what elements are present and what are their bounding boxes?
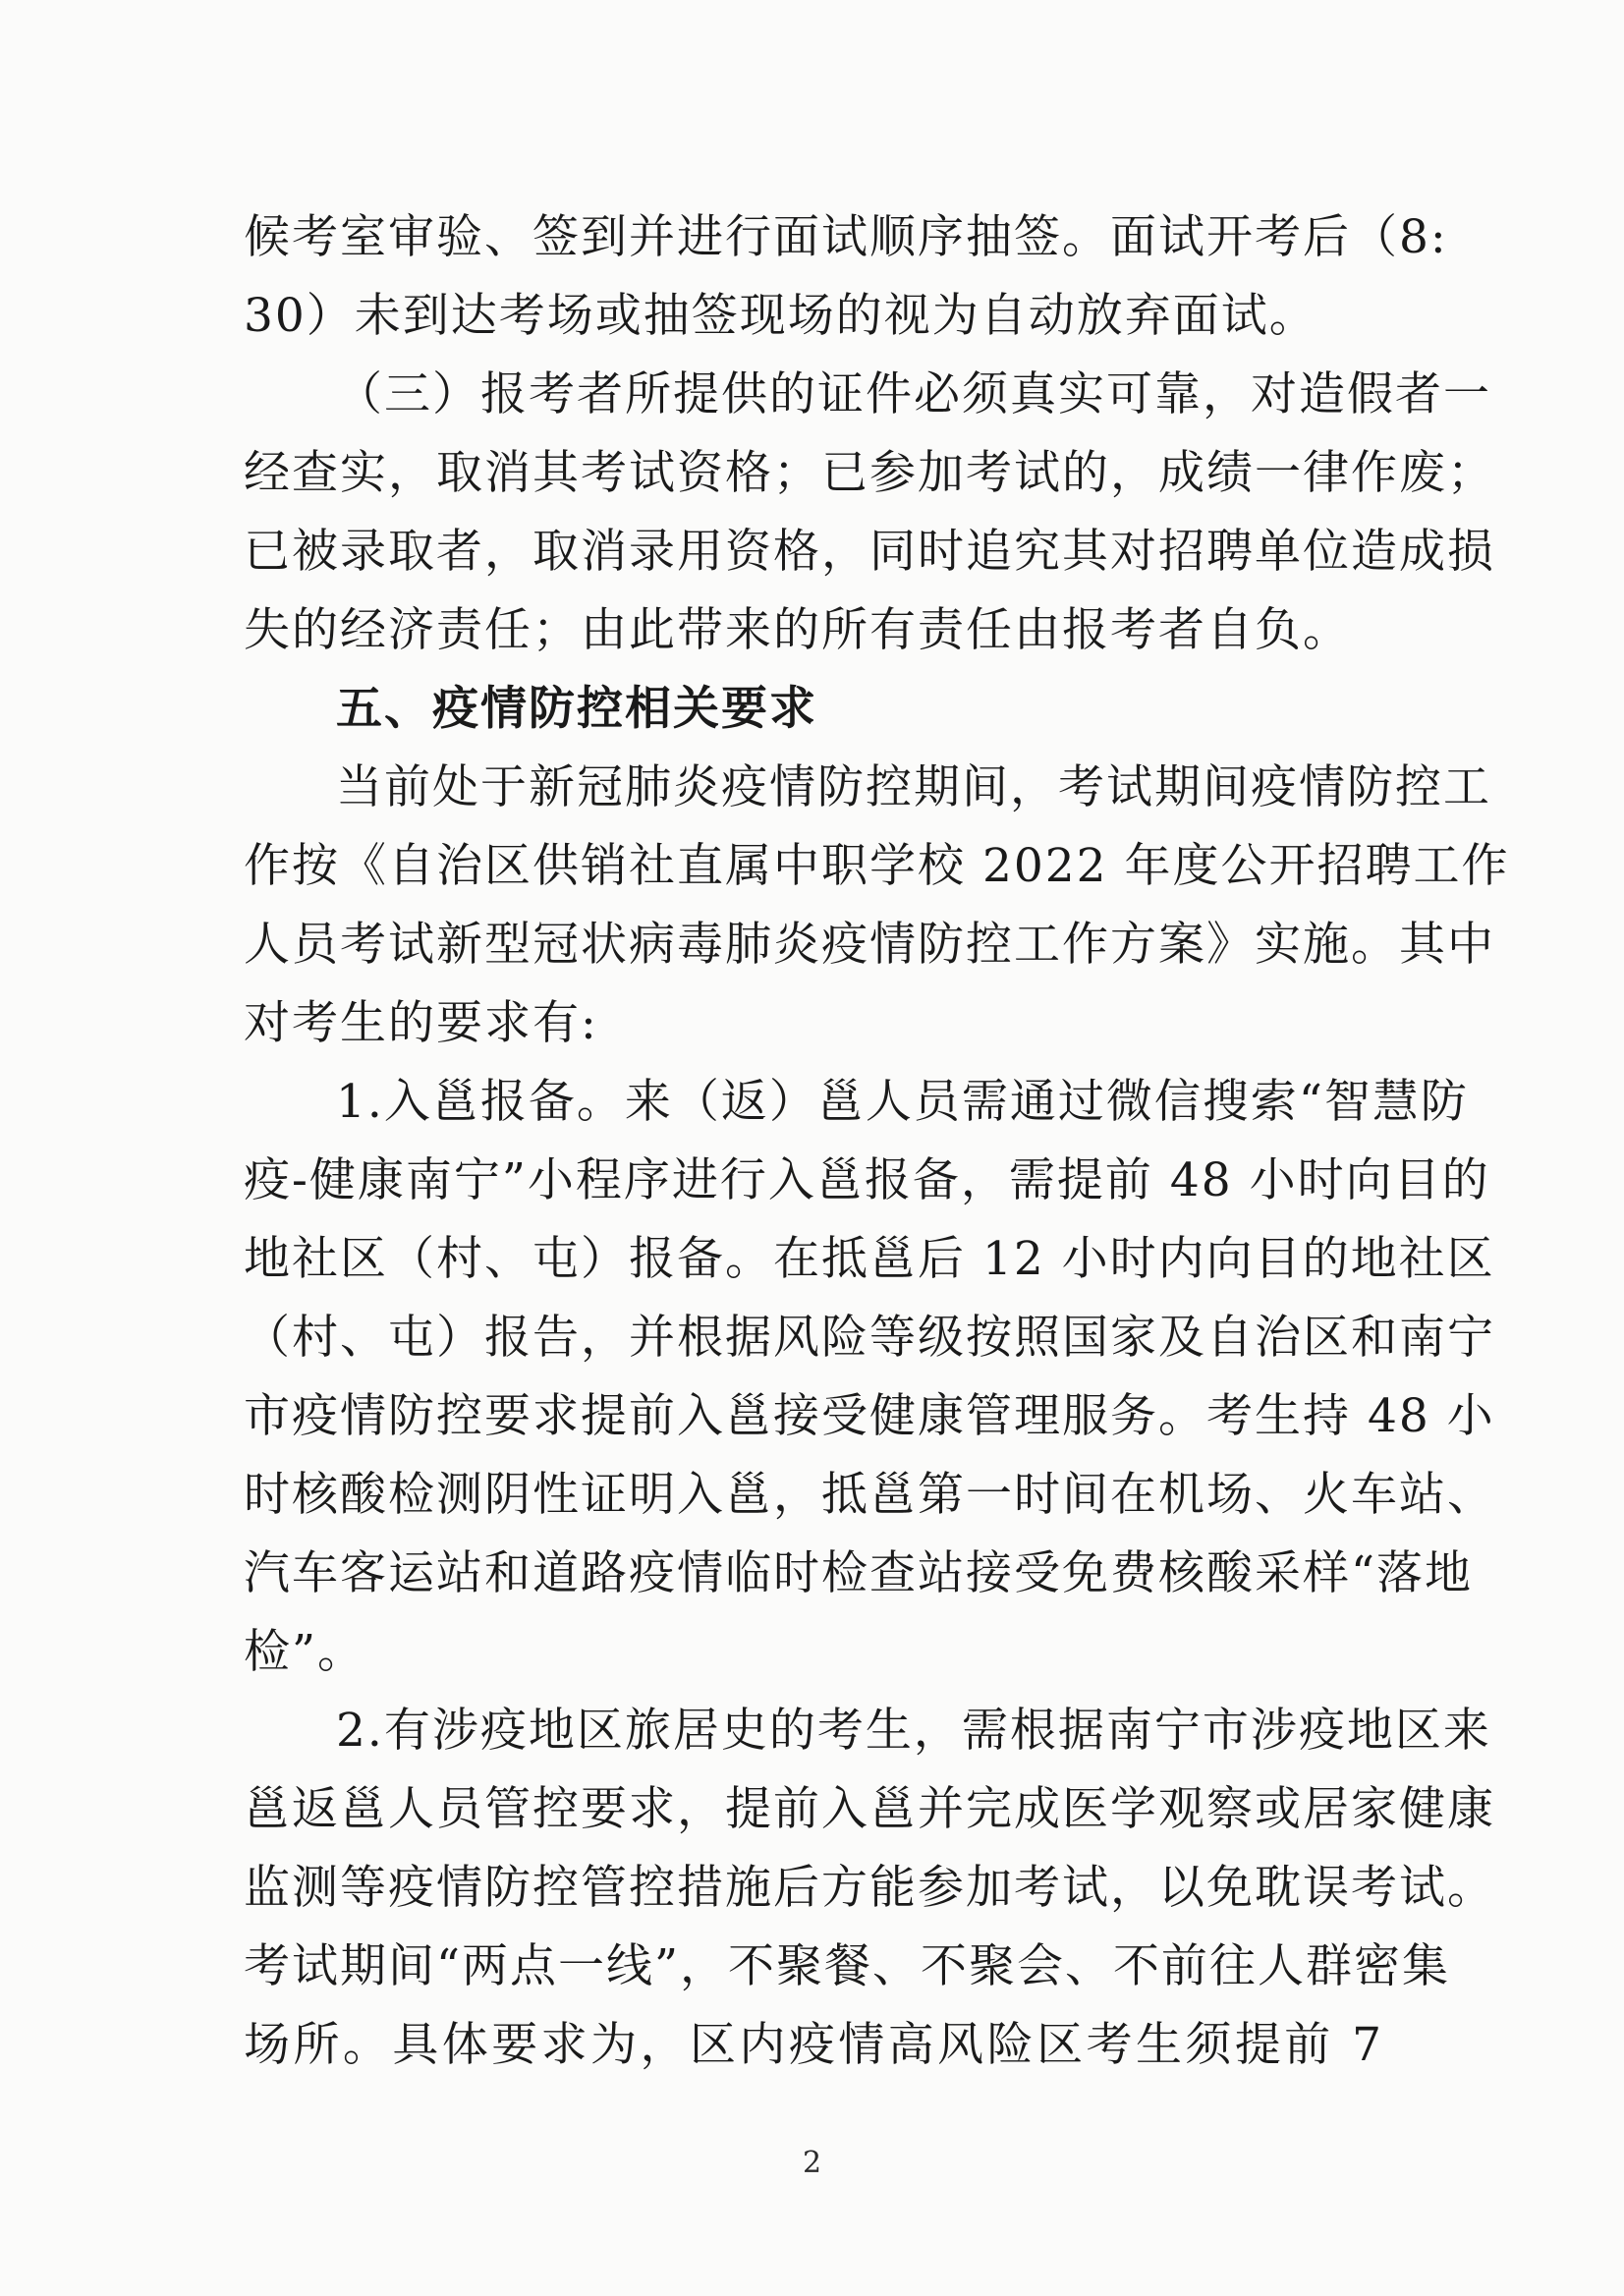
body-line: 人员考试新型冠状病毒肺炎疫情防控工作方案》实施。其中 <box>244 918 1495 972</box>
page-number: 2 <box>802 2146 822 2180</box>
body-line: 候考室审验、签到并进行面试顺序抽签。面试开考后（8: <box>244 210 1448 264</box>
body-line: 1.入邕报备。来（返）邕人员需通过微信搜索“智慧防 <box>336 1075 1469 1129</box>
body-line: 市疫情防控要求提前入邕接受健康管理服务。考生持 48 小 <box>244 1389 1495 1443</box>
body-line: 检”。 <box>244 1625 366 1679</box>
body-line: 汽车客运站和道路疫情临时检查站接受免费核酸采样“落地 <box>244 1546 1474 1600</box>
body-line: （三）报考者所提供的证件必须真实可靠，对造假者一 <box>336 367 1491 421</box>
body-line: 经查实，取消其考试资格；已参加考试的，成绩一律作废； <box>244 446 1495 500</box>
body-line: 考试期间“两点一线”，不聚餐、不聚会、不前往人群密集 <box>244 1939 1451 1993</box>
body-line: 场所。具体要求为，区内疫情高风险区考生须提前 7 <box>244 2018 1383 2072</box>
section-heading: 五、疫情防控相关要求 <box>336 682 817 736</box>
body-line: 监测等疫情防控管控措施后方能参加考试，以免耽误考试。 <box>244 1861 1495 1915</box>
body-line: 对考生的要求有: <box>244 996 598 1050</box>
body-line: 时核酸检测阴性证明入邕，抵邕第一时间在机场、火车站、 <box>244 1468 1495 1522</box>
body-line: 当前处于新冠肺炎疫情防控期间，考试期间疫情防控工 <box>336 760 1491 814</box>
body-line: 失的经济责任；由此带来的所有责任由报考者自负。 <box>244 603 1351 657</box>
body-line: 作按《自治区供销社直属中职学校 2022 年度公开招聘工作 <box>244 839 1510 893</box>
body-line: 2.有涉疫地区旅居史的考生，需根据南宁市涉疫地区来 <box>336 1704 1491 1758</box>
body-line: 疫-健康南宁”小程序进行入邕报备，需提前 48 小时向目的 <box>244 1153 1490 1207</box>
body-line: 30）未到达考场或抽签现场的视为自动放弃面试。 <box>244 289 1317 343</box>
body-line: 已被录取者，取消录用资格，同时追究其对招聘单位造成损 <box>244 525 1495 579</box>
body-line: 邕返邕人员管控要求，提前入邕并完成医学观察或居家健康 <box>244 1782 1495 1836</box>
body-line: 地社区（村、屯）报备。在抵邕后 12 小时内向目的地社区 <box>244 1232 1495 1286</box>
body-line: （村、屯）报告，并根据风险等级按照国家及自治区和南宁 <box>244 1311 1495 1365</box>
